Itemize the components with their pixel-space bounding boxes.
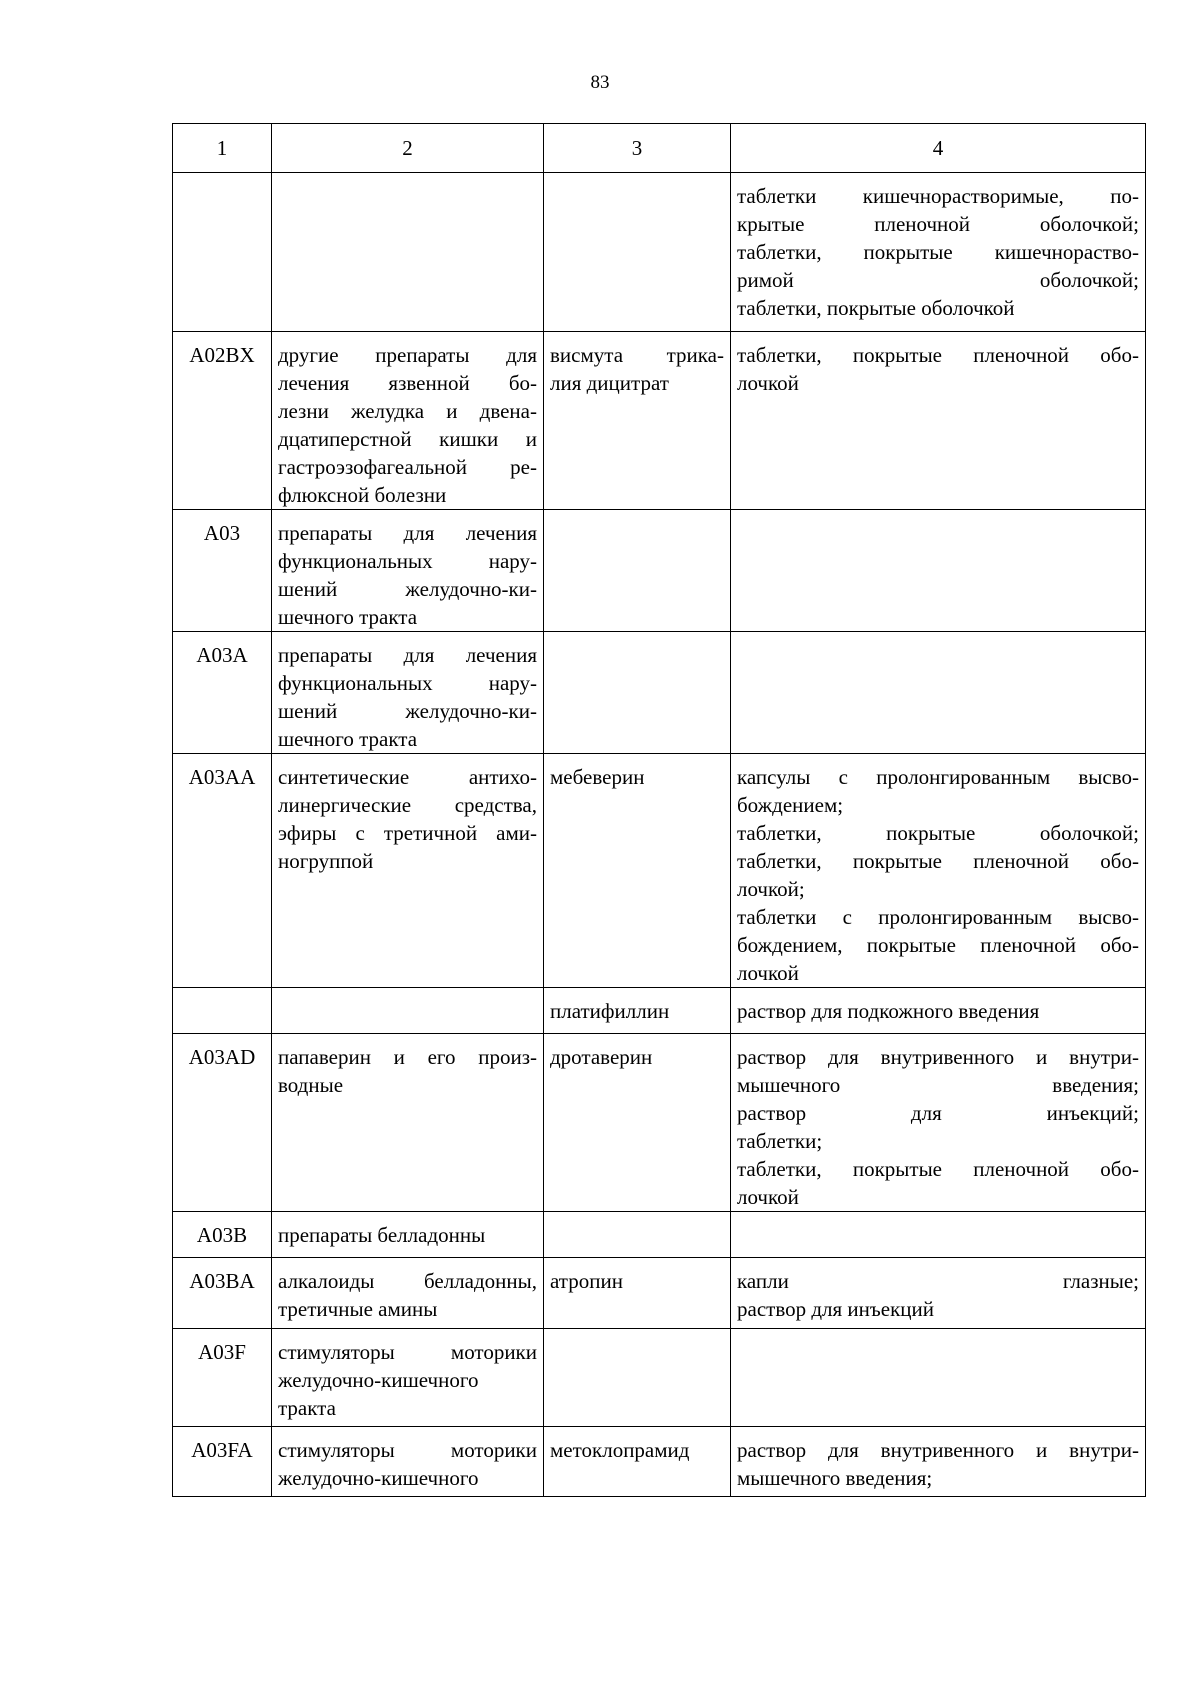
atc-code-cell: A03 — [173, 510, 272, 632]
form-line: лочкой — [737, 961, 799, 985]
form-line: таблетки, покрытые пленочной обо- — [737, 1157, 1139, 1181]
group-line: третичные амины — [278, 1297, 438, 1321]
group-name-cell — [272, 988, 544, 1034]
drug-line: лия дицитрат — [550, 371, 669, 395]
dosage-forms-cell — [731, 510, 1146, 632]
drug-name-cell — [544, 988, 731, 1034]
table-row — [173, 988, 1146, 1034]
dosage-forms-cell — [731, 332, 1146, 510]
form-line: таблетки; — [737, 1129, 823, 1153]
group-line: лечения язвенной бо- — [278, 371, 537, 395]
group-line: препараты белладонны — [278, 1223, 486, 1247]
group-line: функциональных нару- — [278, 549, 537, 573]
drug-name-cell — [544, 1212, 731, 1258]
group-line: функциональных нару- — [278, 671, 537, 695]
group-line: гастроэзофагеальной ре- — [278, 455, 537, 479]
group-line: лезни желудка и двена- — [278, 399, 537, 423]
group-line: другие препараты для — [278, 343, 537, 367]
dosage-forms-cell — [731, 1034, 1146, 1212]
form-line: раствор для инъекций; — [737, 1101, 1139, 1125]
form-line: таблетки, покрытые пленочной обо- — [737, 343, 1139, 367]
table-row — [173, 1034, 1146, 1212]
group-name-cell — [272, 1034, 544, 1212]
dosage-forms-cell — [731, 173, 1146, 332]
form-line: крытые пленочной оболочкой; — [737, 212, 1139, 236]
group-name-cell — [272, 632, 544, 754]
drug-name-cell — [544, 1034, 731, 1212]
drug-name-cell — [544, 1329, 731, 1427]
drug-line: висмута трика- — [550, 343, 724, 367]
column-header: 1 — [173, 124, 272, 173]
group-line: эфиры с третичной ами- — [278, 821, 537, 845]
drug-name-cell — [544, 1427, 731, 1497]
atc-code-cell: A03BA — [173, 1258, 272, 1329]
group-line: ногруппой — [278, 849, 374, 873]
form-line: раствор для подкожного введения — [737, 999, 1040, 1023]
form-line: таблетки кишечнорастворимые, по- — [737, 184, 1139, 208]
drug-name-cell — [544, 754, 731, 988]
form-line: капсулы с пролонгированным высво- — [737, 765, 1139, 789]
form-line: бождением, покрытые пленочной обо- — [737, 933, 1139, 957]
drug-name-cell — [544, 510, 731, 632]
group-line: дцатиперстной кишки и — [278, 427, 537, 451]
form-line: таблетки, покрытые пленочной обо- — [737, 849, 1139, 873]
table-row — [173, 1258, 1146, 1329]
table-row — [173, 1427, 1146, 1497]
table-row — [173, 332, 1146, 510]
group-name-cell — [272, 754, 544, 988]
dosage-forms-cell — [731, 988, 1146, 1034]
form-line: раствор для внутривенного и внутри- — [737, 1045, 1139, 1069]
drug-line: мебеверин — [550, 765, 645, 789]
dosage-forms-cell — [731, 1329, 1146, 1427]
dosage-forms-cell — [731, 1258, 1146, 1329]
atc-code-cell: A03AA — [173, 754, 272, 988]
group-line: стимуляторы моторики — [278, 1438, 537, 1462]
table-row — [173, 1212, 1146, 1258]
form-line: раствор для внутривенного и внутри- — [737, 1438, 1139, 1462]
group-line: тракта — [278, 1396, 336, 1420]
atc-code-cell: A03F — [173, 1329, 272, 1427]
group-name-cell — [272, 1329, 544, 1427]
form-line: лочкой — [737, 371, 799, 395]
atc-code-cell: A03A — [173, 632, 272, 754]
dosage-forms-cell — [731, 632, 1146, 754]
table-row — [173, 1329, 1146, 1427]
group-name-cell — [272, 1212, 544, 1258]
dosage-forms-cell — [731, 1427, 1146, 1497]
column-header: 3 — [544, 124, 731, 173]
group-line: препараты для лечения — [278, 521, 537, 545]
group-line: препараты для лечения — [278, 643, 537, 667]
form-line: таблетки с пролонгированным высво- — [737, 905, 1139, 929]
group-line: папаверин и его произ- — [278, 1045, 537, 1069]
drug-name-cell — [544, 173, 731, 332]
form-line: лочкой — [737, 1185, 799, 1209]
atc-code-cell: A03FA — [173, 1427, 272, 1497]
drug-line: метоклопрамид — [550, 1438, 690, 1462]
group-name-cell — [272, 510, 544, 632]
group-name-cell — [272, 1258, 544, 1329]
form-line: таблетки, покрытые оболочкой; — [737, 821, 1139, 845]
drug-table — [172, 123, 1146, 1497]
table-row — [173, 632, 1146, 754]
form-line: капли глазные; — [737, 1269, 1139, 1293]
group-line: желудочно-кишечного — [278, 1466, 479, 1490]
page-number: 83 — [590, 72, 610, 93]
drug-name-cell — [544, 332, 731, 510]
column-header: 4 — [731, 124, 1146, 173]
atc-code-cell: A03AD — [173, 1034, 272, 1212]
drug-line: платифиллин — [550, 999, 670, 1023]
drug-name-cell — [544, 632, 731, 754]
atc-code-cell: A03B — [173, 1212, 272, 1258]
group-line: синтетические антихо- — [278, 765, 537, 789]
atc-code-cell — [173, 988, 272, 1034]
group-name-cell — [272, 1427, 544, 1497]
drug-line: атропин — [550, 1269, 623, 1293]
form-line: римой оболочкой; — [737, 268, 1139, 292]
form-line: бождением; — [737, 793, 844, 817]
form-line: мышечного введения; — [737, 1073, 1139, 1097]
drug-name-cell — [544, 1258, 731, 1329]
dosage-forms-cell — [731, 1212, 1146, 1258]
atc-code-cell: A02BX — [173, 332, 272, 510]
table-row — [173, 754, 1146, 988]
table-row — [173, 173, 1146, 332]
group-line: желудочно-кишечного — [278, 1368, 479, 1392]
group-line: флюксной болезни — [278, 483, 447, 507]
table-row — [173, 510, 1146, 632]
group-line: шечного тракта — [278, 727, 418, 751]
dosage-forms-cell — [731, 754, 1146, 988]
group-line: шений желудочно-ки- — [278, 699, 537, 723]
group-line: линергические средства, — [278, 793, 537, 817]
form-line: лочкой; — [737, 877, 805, 901]
group-line: алкалоиды белладонны, — [278, 1269, 537, 1293]
group-line: шений желудочно-ки- — [278, 577, 537, 601]
atc-code-cell — [173, 173, 272, 332]
form-line: таблетки, покрытые оболочкой — [737, 296, 1015, 320]
form-line: мышечного введения; — [737, 1466, 933, 1490]
column-header: 2 — [272, 124, 544, 173]
group-line: шечного тракта — [278, 605, 418, 629]
drug-line: дротаверин — [550, 1045, 653, 1069]
table-header-row — [173, 124, 1146, 173]
group-line: стимуляторы моторики — [278, 1340, 537, 1364]
form-line: таблетки, покрытые кишечнораство- — [737, 240, 1139, 264]
group-name-cell — [272, 173, 544, 332]
group-name-cell — [272, 332, 544, 510]
form-line: раствор для инъекций — [737, 1297, 934, 1321]
group-line: водные — [278, 1073, 344, 1097]
